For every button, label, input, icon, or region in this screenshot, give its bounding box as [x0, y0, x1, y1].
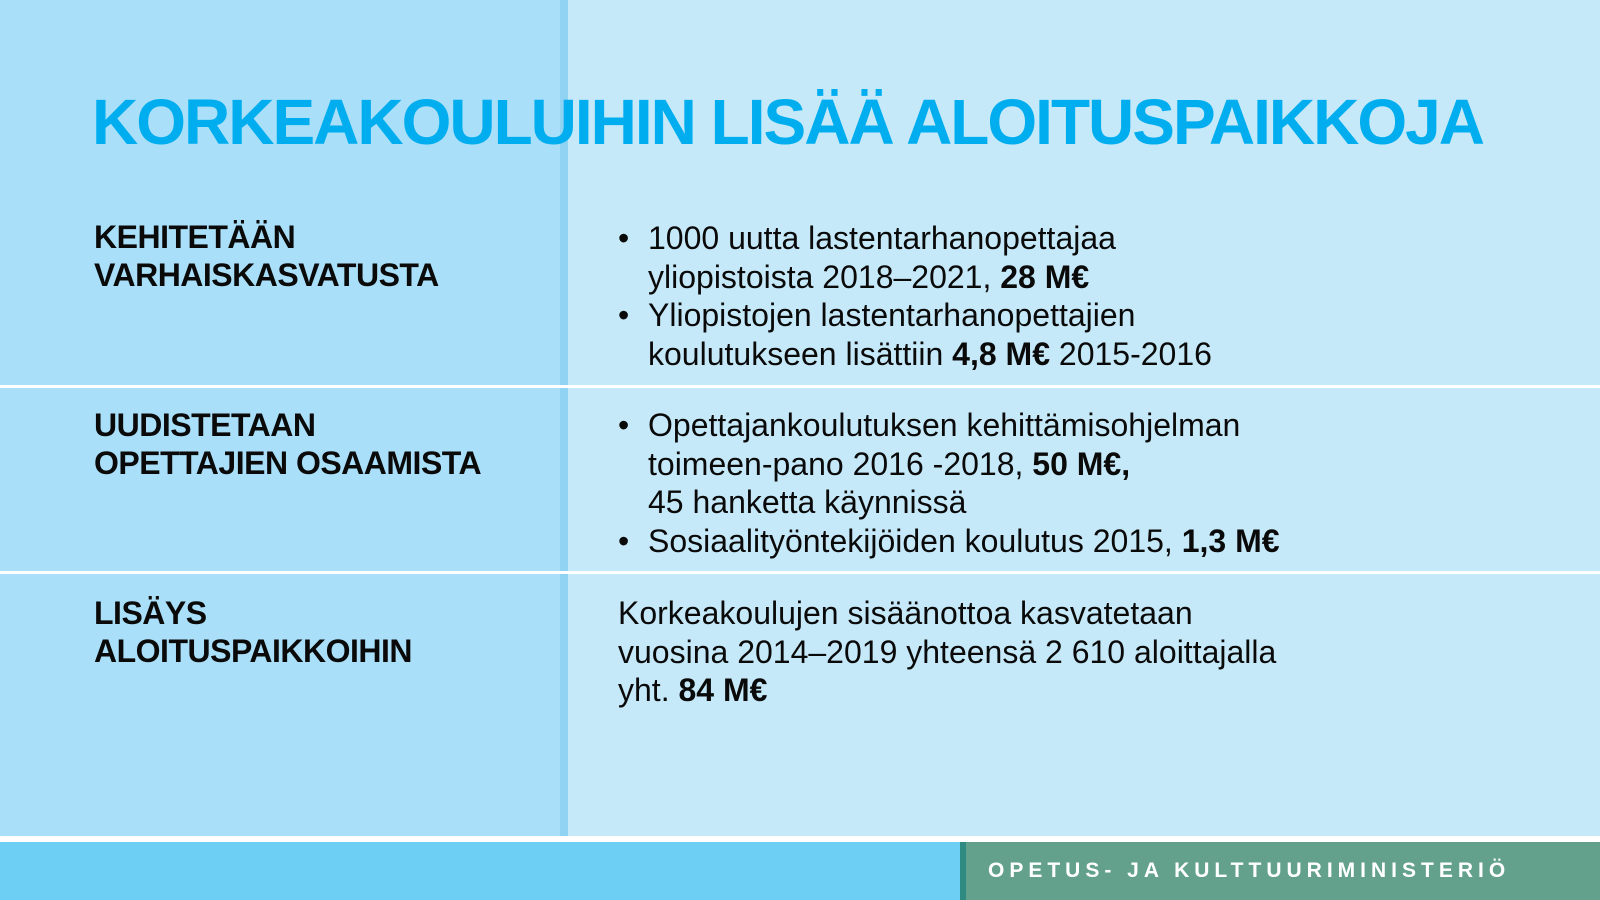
bullet-list [618, 406, 1548, 560]
row-heading-aloituspaikat [94, 594, 412, 670]
row-divider [0, 385, 1600, 388]
bullet-item [618, 219, 1548, 296]
row-divider [0, 571, 1600, 574]
bullet-line: • Opettajankoulutuksen kehittämisohjelman [648, 407, 1241, 443]
row-heading-line: ALOITUSPAIKKOIHIN [94, 633, 413, 669]
bullet-list [618, 219, 1548, 373]
bullet-line: • Sosiaalityöntekijöiden koulutus 2015, 1,3 M€ [648, 522, 1280, 559]
ministry-logo-text: OPETUS- JA KULTTUURIMINISTERIÖ [960, 842, 1600, 900]
amount-highlight: 84 M€ [678, 672, 768, 708]
bullet-line: toimeen-pano 2016 -2018, 50 M€, [648, 445, 1131, 482]
page-title: KORKEAKOULUIHIN LISÄÄ ALOITUSPAIKKOJA [92, 86, 1483, 158]
bullet-item [618, 406, 1548, 522]
amount-highlight: 4,8 M€ [952, 335, 1050, 372]
paragraph-line: yht. 84 M€ [618, 672, 768, 708]
row-heading-line: KEHITETÄÄN [94, 219, 296, 255]
row-body-varhaiskasvatus [618, 219, 1548, 373]
row-body-opettajat [618, 406, 1548, 560]
bullet-item [618, 296, 1548, 373]
row-heading-line: OPETTAJIEN OSAAMISTA [94, 445, 482, 481]
row-heading-opettajat [94, 406, 481, 482]
row-heading-line: UUDISTETAAN [94, 407, 316, 443]
bullet-line: • 1000 uutta lastentarhanopettajaa [648, 220, 1116, 256]
amount-highlight: 1,3 M€ [1181, 522, 1280, 559]
bullet-line: yliopistoista 2018–2021, 28 M€ [648, 258, 1090, 295]
bullet-item [618, 522, 1548, 561]
row-heading-line: VARHAISKASVATUSTA [94, 257, 439, 293]
bullet-line: 45 hanketta käynnissä [648, 484, 967, 520]
row-body-aloituspaikat [618, 594, 1548, 710]
row-heading-line: LISÄYS [94, 595, 207, 631]
bullet-line: koulutukseen lisättiin 4,8 M€ 2015-2016 [648, 335, 1212, 372]
amount-highlight: 28 M€ [1000, 258, 1090, 295]
bullet-line: • Yliopistojen lastentarhanopettajien [648, 297, 1136, 333]
paragraph-line: vuosina 2014–2019 yhteensä 2 610 aloittajalla [618, 633, 1277, 670]
amount-highlight: 50 M€, [1032, 445, 1131, 482]
row-heading-varhaiskasvatus [94, 218, 439, 294]
paragraph-line: Korkeakoulujen sisäänottoa kasvatetaan [618, 595, 1193, 631]
